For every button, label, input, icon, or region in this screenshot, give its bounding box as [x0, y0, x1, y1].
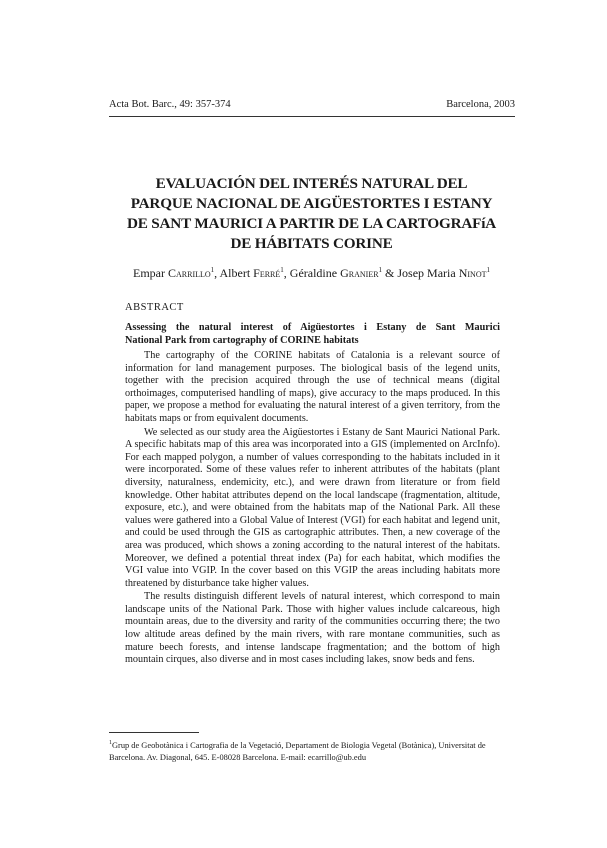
abstract-paragraph: We selected as our study area the Aigüestortes i Estany de Sant Maurici National Park. A specific habitats map of this area was incorporated into a GIS (implemented on ArcInfo). For each mapped polygon, a number of values corresponding to the habitats included in it were incorporated. Some of these values refer to inherent attributes of the habitats (plant diversity, naturalness, endemicity, etc.), and were drawn from literature or from field knowledge. Other habitat attributes depend on the local landscape (fragmentation, altitude, exposure, etc.), and were obtained from the habitats map of the National Park. All these values were gathered into a Global Value of Interest (VGI) for each habitat and legend unit, and could be used through the GIS as cartographic attributes. Then, a new coverage of the area was produced, which shows a zoning according to the natural interest of the habitats. Moreover, we defined a potential threat index (Pa) for each habitat, which modifies the VGI value into VGIP. In the cover based on this VGIP the areas including habitats more threatened by disturbance take higher values.	[125, 426, 500, 589]
footnote-rule	[109, 732, 199, 733]
footnote-text: Grup de Geobotànica i Cartografia de la Vegetació, Departament de Biologia Vegetal (Botànica), Universitat de Barcelona. Av. Diagonal, 645. E-08028 Barcelona. E-mail: ecarrillo@ub.edu	[109, 740, 486, 763]
title-line: EVALUACIÓN DEL INTERÉS NATURAL DEL	[155, 175, 468, 192]
subtitle-line: National Park from cartography of CORINE habitats	[125, 334, 359, 346]
header-rule	[109, 116, 515, 117]
title-line: PARQUE NACIONAL DE AIGÜESTORTES I ESTANY	[130, 195, 493, 212]
paper-title	[100, 174, 523, 254]
abstract-english-title	[125, 322, 500, 347]
title-line: DE SANT MAURICI A PARTIR DE LA CARTOGRAFíA	[127, 215, 496, 232]
author: Empar Carrillo$^1$,	[132, 266, 220, 280]
affiliation-mark: 1	[378, 266, 383, 274]
abstract-heading: ABSTRACT	[125, 302, 184, 313]
title-line: DE HÁBITATS CORINE	[230, 235, 393, 252]
abstract-body	[125, 350, 500, 667]
author: Josep Maria Ninot$^1$	[397, 266, 490, 280]
abstract-paragraph: The results distinguish different levels of natural interest, which correspond to main landscape units of the National Park. Those with higher values include calcareous, high mountain areas, due to the diversity and rarity of the communities occurring there; the two low altitude areas defined by the main rivers, with rare montane communities, such as mature beech forests, and intense landscape fragmentation; and the bottom of high mountain cirques, also diverse and in most cases including lakes, snow beds and fens.	[125, 591, 500, 666]
affiliation-mark: 1	[280, 266, 284, 274]
abstract-paragraph: The cartography of the CORINE habitats of Catalonia is a relevant source of information for land management purposes. The biological basis of the legend units, together with the precision acquired through the use of technical means (digital orthoimages, computerised handling of maps), give accuracy to the maps produced. In this paper, we propose a method for evaluating the natural interest of a given territory, from the habitats maps or from equivalent documents.	[125, 350, 500, 424]
author-list	[100, 266, 523, 281]
affiliation-footnote	[109, 737, 515, 765]
subtitle-line: Assessing the natural interest of Aigüestortes i Estany de Sant Maurici	[125, 322, 500, 333]
affiliation-mark: 1	[486, 266, 490, 274]
running-header	[109, 99, 515, 110]
author: Albert Ferré$^1$,	[219, 266, 290, 280]
journal-citation: Acta Bot. Barc., 49: 357-374	[109, 99, 231, 110]
footnote-mark: 1	[109, 740, 112, 746]
author: Géraldine Granier$^1$ &	[289, 266, 398, 280]
affiliation-mark: 1	[210, 266, 215, 274]
journal-place-year: Barcelona, 2003	[446, 99, 515, 110]
